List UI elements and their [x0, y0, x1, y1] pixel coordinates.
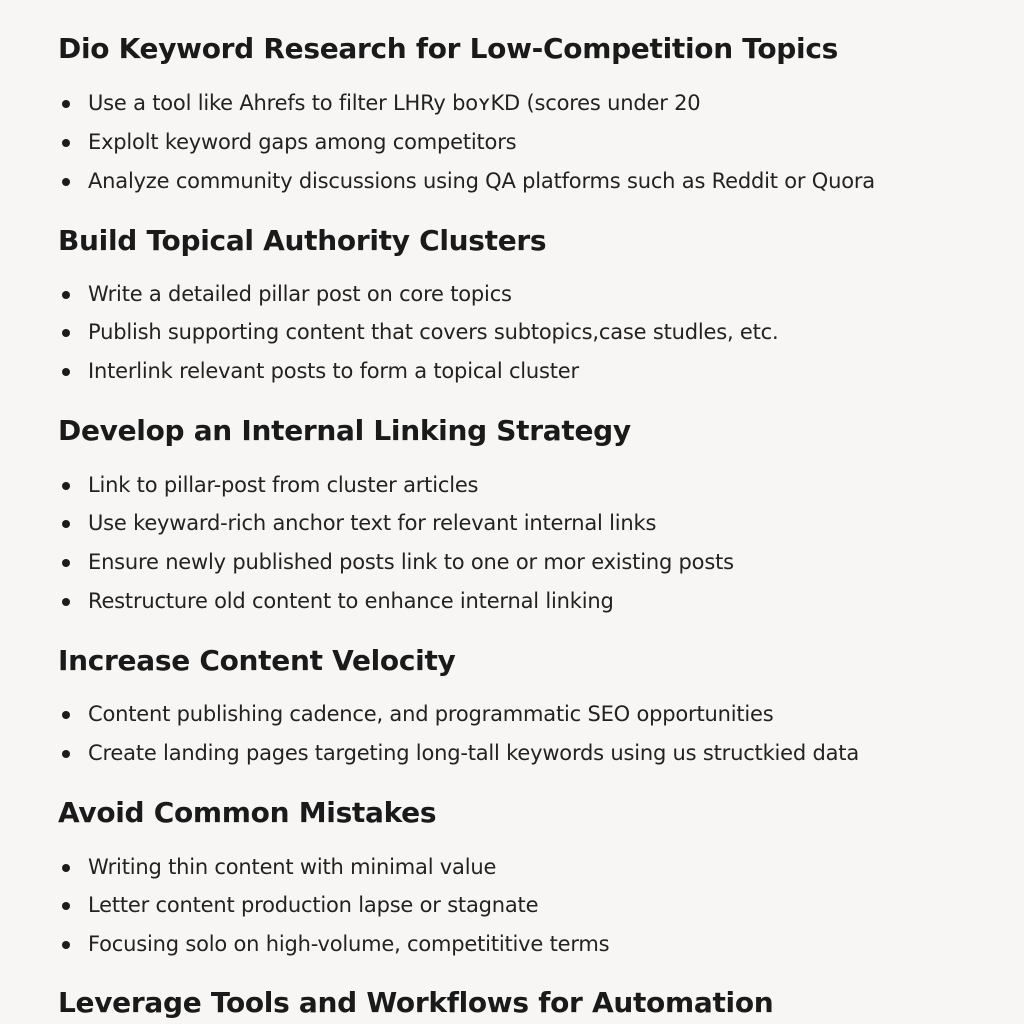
list-item — [58, 88, 998, 118]
bullet-icon — [62, 750, 70, 758]
list-item-text: Create landing pages targeting long-tall keywords using us structkied data — [88, 741, 859, 765]
list-item — [58, 470, 998, 500]
bullet-icon — [62, 100, 70, 108]
list-item — [58, 166, 998, 196]
list-item — [58, 317, 998, 347]
list-item-text: Use keyward-rich anchor text for relevant internal links — [88, 511, 657, 535]
bullet-icon — [62, 711, 70, 719]
bullet-icon — [62, 178, 70, 186]
section-tools-automation — [58, 986, 998, 1020]
list-item-text: Letter content production lapse or stagnate — [88, 893, 539, 917]
section-common-mistakes — [58, 796, 998, 956]
list-item — [58, 279, 998, 309]
list-item — [58, 356, 998, 386]
list-item — [58, 508, 998, 538]
list-item — [58, 586, 998, 616]
list-item-text: Link to pillar-post from cluster articles — [88, 473, 479, 497]
section-heading: Avoid Common Mistakes — [58, 796, 437, 829]
bullet-icon — [62, 291, 70, 299]
bullet-icon — [62, 598, 70, 606]
section-internal-linking — [58, 414, 998, 613]
list-item-text: Publish supporting content that covers subtopics,case studles, etc. — [88, 320, 779, 344]
section-content-velocity — [58, 644, 998, 765]
bullet-icon — [62, 368, 70, 376]
list-item-text: Writing thin content with minimal value — [88, 855, 497, 879]
section-keyword-research — [58, 32, 998, 193]
list-item — [58, 547, 998, 577]
list-item-text: Content publishing cadence, and programmatic SEO opportunities — [88, 702, 774, 726]
section-heading: Build Topical Authority Clusters — [58, 224, 547, 257]
bullet-icon — [62, 559, 70, 567]
section-heading: Develop an Internal Linking Strategy — [58, 414, 631, 447]
list-item-text: Explolt keyword gaps among competitors — [88, 130, 517, 154]
bullet-icon — [62, 329, 70, 337]
section-heading: Leverage Tools and Workflows for Automation — [58, 986, 774, 1019]
list-item — [58, 699, 998, 729]
section-heading: Increase Content Velocity — [58, 644, 456, 677]
list-item — [58, 738, 998, 768]
bullet-icon — [62, 902, 70, 910]
list-item-text: Ensure newly published posts link to one or mor existing posts — [88, 550, 734, 574]
list-item-text: Interlink relevant posts to form a topical cluster — [88, 359, 579, 383]
list-item — [58, 852, 998, 882]
bullet-icon — [62, 139, 70, 147]
list-item — [58, 127, 998, 157]
list-item-text: Analyze community discussions using QA platforms such as Reddit or Quora — [88, 169, 875, 193]
section-heading: Dio Keyword Research for Low-Competition Topics — [58, 32, 839, 65]
section-topical-authority — [58, 224, 998, 383]
list-item — [58, 929, 998, 959]
list-item-text: Focusing solo on high-volume, competititive terms — [88, 932, 610, 956]
bullet-icon — [62, 941, 70, 949]
list-item — [58, 890, 998, 920]
list-item-text: Write a detailed pillar post on core topics — [88, 282, 512, 306]
bullet-icon — [62, 482, 70, 490]
bullet-icon — [62, 520, 70, 528]
bullet-icon — [62, 864, 70, 872]
list-item-text: Use a tool like Ahrefs to filter LHRy boʏKD (scores under 20 — [88, 91, 701, 115]
list-item-text: Restructure old content to enhance internal linking — [88, 589, 614, 613]
